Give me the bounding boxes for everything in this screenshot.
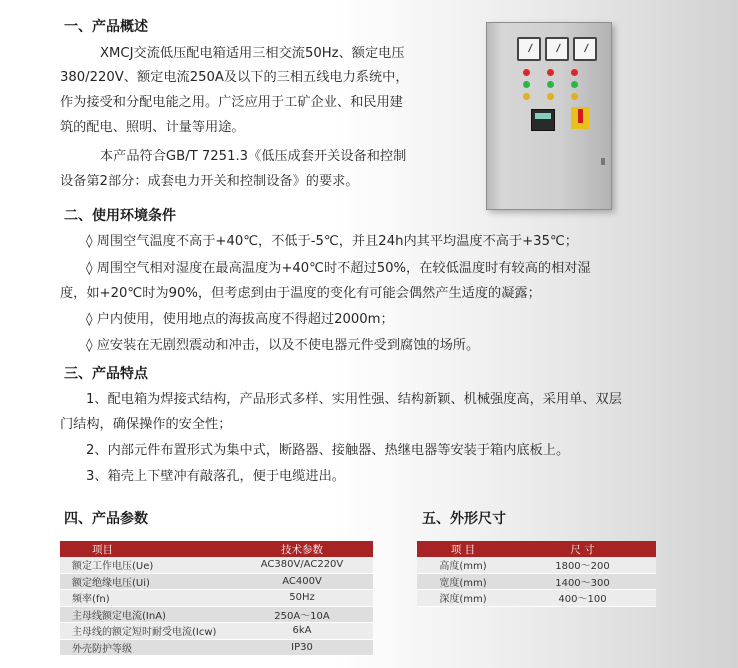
dimension-name: 宽度(mm) <box>417 573 509 590</box>
feature-line: 1、配电箱为焊接式结构，产品形式多样、实用性强、结构新颖、机械强度高，采用单、双层 <box>86 392 622 407</box>
section-title-features: 三、产品特点 <box>64 366 148 382</box>
table-header-row <box>60 541 373 557</box>
overview-line: 筑的配电、照明、计量等用途。 <box>60 120 245 135</box>
indicator-lamp-icon <box>523 81 530 88</box>
table-header-row <box>417 541 656 557</box>
section-title-overview: 一、产品概述 <box>64 19 148 35</box>
feature-line: 门结构，确保操作的安全性； <box>60 417 232 432</box>
overview-line: 设备第2部分：成套电力开关和控制设备》的要求。 <box>60 174 359 189</box>
param-name: 频率(fn) <box>60 590 231 607</box>
param-name: 额定绝缘电压(Ui) <box>60 573 231 590</box>
product-cabinet-image <box>486 22 612 210</box>
param-name: 额定工作电压(Ue) <box>60 557 231 573</box>
dimension-value: 1400～300 <box>509 573 656 590</box>
ammeter-icon <box>545 37 569 61</box>
dimension-name: 深度(mm) <box>417 590 509 607</box>
dimensions-table <box>417 541 656 607</box>
indicator-lamp-icon <box>523 69 530 76</box>
main-switch-icon <box>571 107 589 129</box>
feature-line: 3、箱壳上下壁冲有敲落孔，便于电缆进出。 <box>86 469 345 484</box>
table-row <box>60 573 373 590</box>
dimension-value: 1800～200 <box>509 557 656 573</box>
indicator-lamp-icon <box>547 81 554 88</box>
section-title-environment: 二、使用环境条件 <box>64 208 176 224</box>
dimension-value: 400～100 <box>509 590 656 607</box>
environment-line: ◊ 周围空气相对湿度在最高温度为+40℃时不超过50%，在较低温度时有较高的相对湿 <box>86 261 591 276</box>
indicator-lamp-icon <box>571 81 578 88</box>
param-value: IP30 <box>231 639 373 656</box>
parameters-table <box>60 541 373 656</box>
voltmeter-icon <box>517 37 541 61</box>
param-value: AC400V <box>231 573 373 590</box>
environment-line: 度，如+20℃时为90%，但考虑到由于温度的变化有可能会偶然产生适度的凝露； <box>60 286 541 301</box>
table-row <box>417 590 656 607</box>
table-row <box>417 573 656 590</box>
table-row <box>60 623 373 640</box>
indicator-lamp-icon <box>523 93 530 100</box>
overview-line: XMCJ交流低压配电箱适用三相交流50Hz、额定电压 <box>100 46 405 61</box>
table-header-value: 技术参数 <box>231 541 373 557</box>
table-header-item: 项目 <box>60 541 231 557</box>
table-row <box>60 590 373 607</box>
table-row <box>60 639 373 656</box>
overview-line: 380/220V、额定电流250A及以下的三相五线电力系统中， <box>60 70 409 85</box>
table-header-item: 项 目 <box>417 541 509 557</box>
environment-line: ◊ 周围空气温度不高于+40℃，不低于-5℃，并且24h内其平均温度不高于+35℃； <box>86 234 578 249</box>
meter-icon <box>573 37 597 61</box>
indicator-lamp-icon <box>571 69 578 76</box>
feature-line: 2、内部元件布置形式为集中式，断路器、接触器、热继电器等安装于箱内底板上。 <box>86 443 570 458</box>
controller-display-icon <box>531 109 555 131</box>
param-value: 250A～10A <box>231 606 373 623</box>
param-name: 主母线的额定短时耐受电流(Icw) <box>60 623 231 640</box>
table-row <box>60 557 373 573</box>
indicator-lamp-icon <box>547 93 554 100</box>
table-header-size: 尺 寸 <box>509 541 656 557</box>
indicator-lamp-icon <box>547 69 554 76</box>
table-row <box>60 606 373 623</box>
section-title-dimensions: 五、外形尺寸 <box>422 511 506 527</box>
section-title-parameters: 四、产品参数 <box>64 511 148 527</box>
param-value: 6kA <box>231 623 373 640</box>
param-name: 外壳防护等级 <box>60 639 231 656</box>
param-value: AC380V/AC220V <box>231 557 373 573</box>
param-name: 主母线额定电流(InA) <box>60 606 231 623</box>
param-value: 50Hz <box>231 590 373 607</box>
environment-line: ◊ 应安装在无剧烈震动和冲击，以及不使电器元件受到腐蚀的场所。 <box>86 338 480 353</box>
table-row <box>417 557 656 573</box>
door-handle-icon <box>601 158 605 165</box>
dimension-name: 高度(mm) <box>417 557 509 573</box>
overview-line: 作为接受和分配电能之用。广泛应用于工矿企业、和民用建 <box>60 95 403 110</box>
environment-line: ◊ 户内使用，使用地点的海拔高度不得超过2000m； <box>86 312 394 327</box>
overview-line: 本产品符合GB/T 7251.3《低压成套开关设备和控制 <box>100 149 407 164</box>
indicator-lamp-icon <box>571 93 578 100</box>
